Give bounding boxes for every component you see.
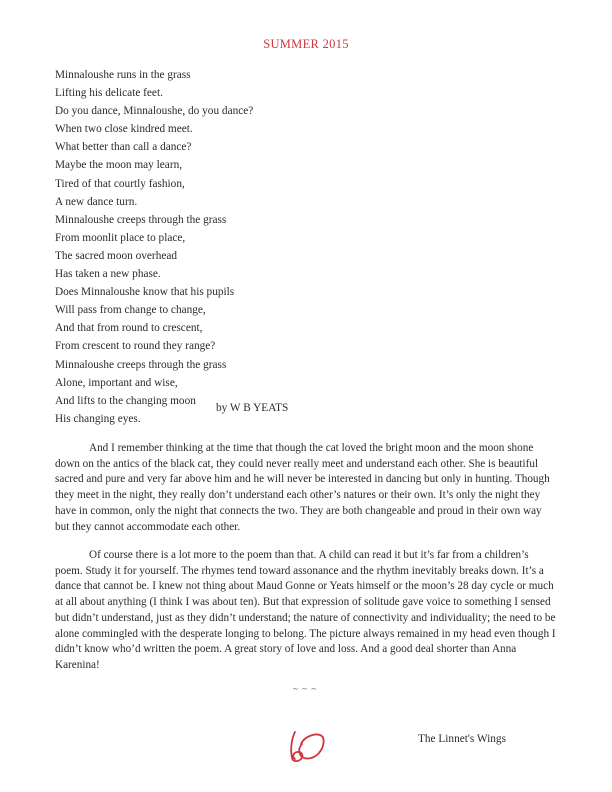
poem-line: Lifting his delicate feet. [55, 87, 163, 100]
essay-paragraph-1: And I remember thinking at the time that though the cat loved the bright moon and the moon shone down on the antics of the black cat, they could never really meet and understand each other. She is beautiful sacred and pure and very far above him and he will never be interested in dancing but only in hunting. Though they meet in the night, they really don’t understand each other’s natures or their own. It’s only the night they have in common, only the night that connects the two. They are both changeable and proud in their own way but they cannot accommodate each other. [55, 442, 550, 533]
poem-line: A new dance turn. [55, 195, 138, 208]
page-number-handwritten [286, 728, 328, 764]
poem-line: Minnaloushe creeps through the grass [55, 213, 227, 226]
poem-line: Do you dance, Minnaloushe, do you dance? [55, 105, 254, 118]
section-divider: ~ ~ ~ [293, 684, 318, 694]
essay-paragraph-2: Of course there is a lot more to the poem than that. A child can read it but it’s far from a children’s poem. Study it for yourself. The rhymes tend toward assonance and the rhythm inevitably breaks down. It’s a dance that cannot be. I knew not thing about Maud Gonne or Yeats himself or the moon’s 28 day cycle or much at all about anything (I think I was about ten). But that expression of solitude gave voice to something I sensed but didn’t understand, just as they didn’t understand; the nature of connectivity and individuality; the need to be alone commingled with the desperate longing to belong. The picture always remained in my head even though I didn’t know who’d written the poem. A great story of love and loss. And a good deal shorter than Anna Karenina! [55, 549, 556, 671]
poem-line: And that from round to crescent, [55, 322, 203, 335]
poem-line: Minnaloushe creeps through the grass [55, 358, 227, 371]
poem-line: The sacred moon overhead [55, 249, 178, 262]
poem-line: Tired of that courtly fashion, [55, 177, 185, 190]
poem-line: From moonlit place to place, [55, 231, 186, 244]
poem-line: Minnaloushe runs in the grass [55, 69, 191, 81]
poem-line: Alone, important and wise, [55, 376, 178, 389]
poem-line: His changing eyes. [55, 412, 141, 425]
poem-author-byline: by W B YEATS [216, 402, 289, 414]
poem-line: From crescent to round they range? [55, 340, 216, 353]
poem-line: Maybe the moon may learn, [55, 159, 183, 172]
publication-title: The Linnet's Wings [418, 733, 506, 745]
poem-body [55, 66, 253, 428]
handwritten-60-icon [286, 728, 328, 764]
poem-line: Has taken a new phase. [55, 268, 161, 281]
poem-line: And lifts to the changing moon [55, 394, 196, 407]
poem-line: Does Minnaloushe know that his pupils [55, 286, 235, 299]
running-header: SUMMER 2015 [263, 37, 349, 51]
poem-line: What better than call a dance? [55, 141, 192, 154]
poem-line: When two close kindred meet. [55, 123, 193, 136]
poem-line: Will pass from change to change, [55, 304, 206, 317]
